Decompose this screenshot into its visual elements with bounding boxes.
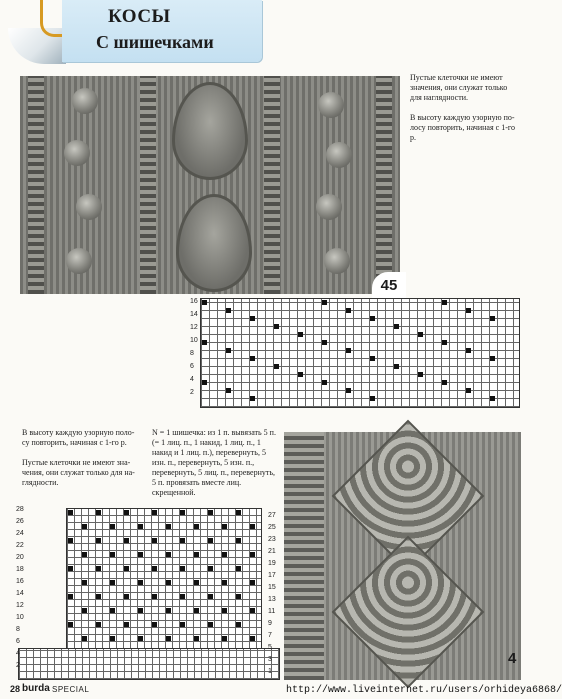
chart-symbol (298, 372, 303, 377)
chart-symbol (322, 300, 327, 305)
chart-row-number: 13 (268, 596, 276, 603)
leaf-motif (176, 194, 252, 292)
chart-symbol (96, 594, 101, 599)
page-title: КОСЫ (108, 6, 171, 27)
chart-symbol (250, 636, 255, 641)
note-repeat-2: В высоту каждую узорную полосу повторить, начиная с 1-го р. (22, 428, 135, 447)
chart-symbol (370, 396, 375, 401)
knit-sample-photo-45 (20, 76, 400, 294)
chart-symbol (180, 510, 185, 515)
chart-symbol (96, 538, 101, 543)
chart-symbol (236, 538, 241, 543)
chart-row-number: 7 (268, 632, 272, 639)
page-number: 28 (10, 684, 21, 694)
chart-symbol (124, 622, 129, 627)
chart-symbol (222, 636, 227, 641)
chart-symbol (346, 388, 351, 393)
knit-sample-photo-46 (284, 432, 521, 680)
chart-symbol (96, 510, 101, 515)
chart-symbol (418, 372, 423, 377)
chart-symbol (226, 388, 231, 393)
chart-symbol (68, 594, 73, 599)
chart-symbol (68, 566, 73, 571)
chart-row-number: 9 (268, 620, 272, 627)
chart-symbol (68, 538, 73, 543)
chart-row-number: 12 (16, 602, 24, 609)
chart-row-number: 12 (190, 324, 198, 331)
chart-symbol (124, 510, 129, 515)
chart-symbol (490, 356, 495, 361)
chart-row-number: 3 (268, 656, 272, 663)
bobble (316, 194, 342, 220)
chart-row-number: 10 (16, 614, 24, 621)
chart-symbol (194, 580, 199, 585)
chart-symbol (226, 348, 231, 353)
chart-symbol (202, 300, 207, 305)
chart-symbol (274, 324, 279, 329)
chart-row-number: 4 (16, 650, 20, 657)
bobble-instructions: N = 1 шишечка: из 1 п. вывязать 5 п. (= 1 лиц. п., 1 накид, 1 лиц. п., 1 накид и 1 лиц. п.), перевернуть, 5 изн. п., перевернуть, 5 изн. п., перевернуть, 5 лиц. п., перевернуть, 5 п. провязать вместе лиц. скрещенной. (152, 428, 276, 497)
chart-symbol (110, 608, 115, 613)
chart-symbol (222, 580, 227, 585)
chart-row-number: 11 (268, 608, 276, 615)
chart-symbol (222, 608, 227, 613)
chart-symbol (442, 340, 447, 345)
chart-symbol (96, 622, 101, 627)
chart-row-number: 18 (16, 566, 24, 573)
chart-row-number: 19 (268, 560, 276, 567)
chart-row-number: 26 (16, 518, 24, 525)
leaf-motif (172, 82, 248, 180)
chart-row-number: 8 (190, 350, 194, 357)
chart-symbol (152, 622, 157, 627)
chart-row-number: 1 (268, 668, 272, 675)
chart-symbol (370, 356, 375, 361)
chart-row-number: 8 (16, 626, 20, 633)
chart-symbol (194, 636, 199, 641)
chart-symbol (138, 636, 143, 641)
chart-row-number: 21 (268, 548, 276, 555)
pattern-number-badge: 45 (372, 272, 406, 298)
rib-column (284, 432, 324, 680)
chart-row-number: 20 (16, 554, 24, 561)
chart-row-number: 2 (16, 662, 20, 669)
chart-symbol (208, 566, 213, 571)
chart-symbol (180, 538, 185, 543)
brand-section: SPECIAL (52, 685, 90, 694)
chart-row-number: 22 (16, 542, 24, 549)
chart-symbol (466, 388, 471, 393)
chart-symbol (394, 324, 399, 329)
chart-symbol (274, 364, 279, 369)
chart-symbol (236, 594, 241, 599)
knitting-chart-45 (200, 298, 520, 408)
chart-symbol (152, 594, 157, 599)
bobble (324, 248, 350, 274)
bobble (326, 142, 352, 168)
chart-row-number: 23 (268, 536, 276, 543)
chart-symbol (250, 552, 255, 557)
chart-row-number: 25 (268, 524, 276, 531)
chart-row-number: 17 (268, 572, 276, 579)
chart-symbol (68, 510, 73, 515)
chart-symbol (110, 636, 115, 641)
chart-symbol (166, 552, 171, 557)
chart-row-number: 27 (268, 512, 276, 519)
chart-row-number: 24 (16, 530, 24, 537)
note-empty-cells: Пустые клеточки не имеют значения, они служат только для наглядности. (410, 73, 508, 102)
chart-symbol (298, 332, 303, 337)
chart-symbol (138, 580, 143, 585)
brand-logo: burda (22, 683, 50, 694)
pattern-number-badge: 4 (508, 650, 517, 667)
rib-column (28, 76, 44, 294)
chart-symbol (418, 332, 423, 337)
chart-symbol (82, 580, 87, 585)
chart-symbol (152, 510, 157, 515)
note-empty-cells-2: Пустые клеточки не имеют значения, они служат только для наглядности. (22, 458, 135, 487)
knitting-chart-46 (66, 508, 262, 650)
chart-symbol (322, 340, 327, 345)
chart-symbol (110, 580, 115, 585)
chart-symbol (346, 308, 351, 313)
chart-symbol (250, 580, 255, 585)
chart-symbol (490, 396, 495, 401)
chart-symbol (180, 566, 185, 571)
chart-symbol (124, 538, 129, 543)
chart-symbol (138, 552, 143, 557)
chart-symbol (236, 622, 241, 627)
page-subtitle: С шишечками (96, 32, 214, 52)
chart-symbol (166, 580, 171, 585)
chart-symbol (82, 552, 87, 557)
chart-row-number: 16 (16, 578, 24, 585)
chart-symbol (250, 316, 255, 321)
chart-symbol (370, 316, 375, 321)
chart-symbol (250, 524, 255, 529)
note-repeat: В высоту каждую узорную полосу повторить, начиная с 1-го р. (410, 113, 515, 142)
knitting-chart-46-base (18, 648, 280, 680)
chart-symbol (208, 510, 213, 515)
chart-symbol (194, 608, 199, 613)
chart-symbol (346, 348, 351, 353)
chart-symbol (202, 340, 207, 345)
bobble (64, 140, 90, 166)
chart-symbol (322, 380, 327, 385)
chart-symbol (110, 524, 115, 529)
chart-symbol (466, 348, 471, 353)
chart-symbol (250, 396, 255, 401)
bobble-diamond-motif (332, 536, 485, 689)
chart-symbol (82, 636, 87, 641)
chart-row-number: 16 (190, 298, 198, 305)
rib-column (376, 76, 392, 294)
chart-row-number: 15 (268, 584, 276, 591)
bobble (318, 92, 344, 118)
chart-symbol (68, 622, 73, 627)
chart-symbol (208, 538, 213, 543)
chart-symbol (180, 622, 185, 627)
source-url: http://www.liveinternet.ru/users/orhideya6868/ (286, 685, 562, 696)
chart-row-number: 14 (16, 590, 24, 597)
bobble (76, 194, 102, 220)
chart-symbol (96, 566, 101, 571)
chart-symbol (466, 308, 471, 313)
bobble (66, 248, 92, 274)
chart-symbol (180, 594, 185, 599)
chart-symbol (202, 380, 207, 385)
chart-row-number: 6 (16, 638, 20, 645)
chart-symbol (138, 608, 143, 613)
chart-symbol (222, 552, 227, 557)
chart-row-number: 2 (190, 389, 194, 396)
chart-symbol (490, 316, 495, 321)
chart-symbol (138, 524, 143, 529)
bobble (72, 88, 98, 114)
chart-symbol (226, 308, 231, 313)
chart-symbol (250, 608, 255, 613)
chart-symbol (250, 356, 255, 361)
chart-symbol (124, 594, 129, 599)
chart-symbol (82, 524, 87, 529)
chart-row-number: 14 (190, 311, 198, 318)
chart-row-number: 4 (190, 376, 194, 383)
chart-symbol (110, 552, 115, 557)
chart-symbol (236, 510, 241, 515)
chart-symbol (152, 538, 157, 543)
chart-symbol (166, 608, 171, 613)
chart-symbol (222, 524, 227, 529)
chart-row-number: 6 (190, 363, 194, 370)
chart-symbol (166, 636, 171, 641)
chart-row-number: 28 (16, 506, 24, 513)
rib-column (140, 76, 156, 294)
rib-column (264, 76, 280, 294)
chart-symbol (194, 552, 199, 557)
chart-symbol (236, 566, 241, 571)
chart-row-number: 5 (268, 644, 272, 651)
chart-symbol (442, 300, 447, 305)
chart-symbol (442, 380, 447, 385)
chart-symbol (394, 364, 399, 369)
chart-symbol (82, 608, 87, 613)
chart-symbol (194, 524, 199, 529)
chart-symbol (124, 566, 129, 571)
chart-row-number: 10 (190, 337, 198, 344)
chart-symbol (208, 622, 213, 627)
chart-symbol (208, 594, 213, 599)
chart-symbol (152, 566, 157, 571)
chart-symbol (166, 524, 171, 529)
